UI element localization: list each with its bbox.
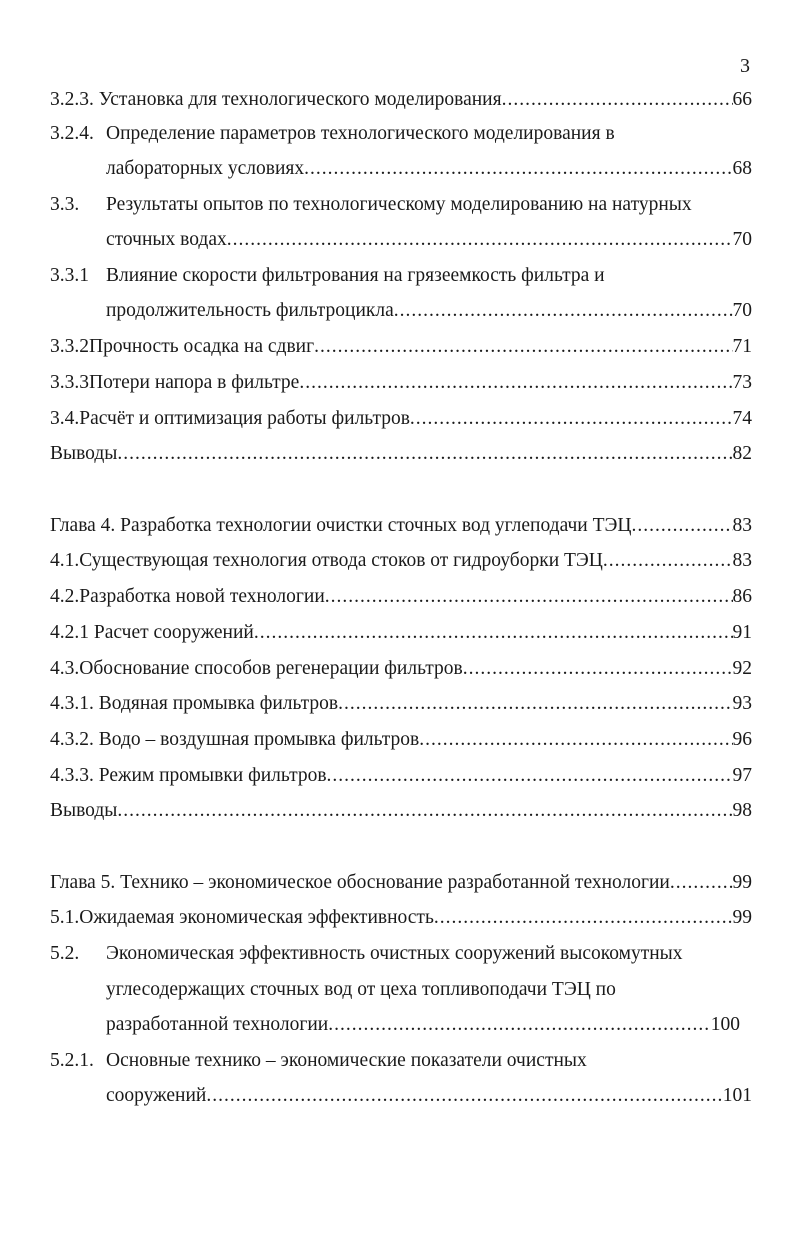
toc-leader-dots — [463, 657, 733, 681]
toc-entry — [50, 335, 752, 359]
toc-entry-page: 73 — [732, 372, 752, 393]
toc-leader-dots — [304, 157, 732, 181]
toc-entry-page: 99 — [732, 872, 752, 893]
toc-entry-title: Режим промывки фильтров — [98, 765, 327, 786]
toc-entry-page: 97 — [732, 765, 752, 786]
toc-entry-title: Расчёт и оптимизация работы фильтров — [79, 408, 410, 429]
toc-leader-dots — [670, 871, 733, 895]
toc-entry-page: 98 — [732, 800, 752, 821]
toc-chapter — [50, 514, 752, 538]
toc-entry-number: 3.4. — [50, 408, 80, 429]
page-number: 3 — [740, 55, 750, 77]
toc-entry — [50, 585, 752, 609]
toc-entry-page: 82 — [732, 443, 752, 464]
toc-entry — [50, 621, 752, 645]
toc-entry-title: Расчет сооружений — [93, 622, 254, 643]
toc-leader-dots — [434, 906, 733, 930]
toc-entry-number: 4.1. — [50, 550, 80, 571]
toc-entry-continuation — [106, 157, 752, 181]
toc-leader-dots — [631, 514, 732, 538]
toc-entry-continuation — [106, 1013, 740, 1037]
toc-entry-page: 74 — [732, 408, 752, 429]
toc-entry-title-cont: разработанной технологии — [106, 1014, 329, 1035]
toc-entry-page: 96 — [732, 729, 752, 750]
toc-entry-continuation — [106, 1084, 752, 1108]
toc-entry-page: 92 — [732, 658, 752, 679]
toc-leader-dots — [254, 621, 733, 645]
toc-entry-number: 3.3. — [50, 194, 80, 215]
toc-entry-title: Водо – воздушная промывка фильтров — [98, 729, 420, 750]
toc-entry-number: 5.2. — [50, 943, 80, 964]
toc-leader-dots — [117, 442, 732, 466]
toc-entry-title-cont: лабораторных условиях — [106, 158, 305, 179]
toc-chapter — [50, 871, 752, 895]
toc-entry-number: 3.3.3 — [50, 372, 89, 393]
toc-entry — [50, 407, 752, 431]
toc-entry-number: 4.2. — [50, 586, 80, 607]
toc-chapter-title: Глава 5. Технико – экономическое обоснование разработанной технологии — [50, 872, 670, 893]
toc-entry — [50, 728, 752, 752]
toc-entry-number: 3.2.4. — [50, 123, 94, 144]
toc-entry-title: Определение параметров технологического моделирования в — [106, 123, 615, 144]
toc-entry-page: 93 — [732, 693, 752, 714]
toc-entry-page: 83 — [732, 550, 752, 571]
toc-entry-title: Экономическая эффективность очистных сооружений высокомутных — [106, 943, 683, 964]
toc-entry-title: Потери напора в фильтре — [89, 372, 300, 393]
toc-entry-number: 4.3.1. — [50, 693, 94, 714]
toc-entry — [50, 799, 752, 823]
toc-entry-page: 100 — [710, 1014, 740, 1035]
toc-entry-title: Установка для технологического моделирования — [98, 89, 502, 110]
toc-entry-number: 5.1. — [50, 907, 80, 928]
toc-leader-dots — [419, 728, 732, 752]
toc-leader-dots — [227, 228, 733, 252]
toc-entry-number: 3.3.1 — [50, 265, 89, 286]
toc-chapter-title: Глава 4. Разработка технологии очистки сточных вод углеподачи ТЭЦ — [50, 515, 632, 536]
toc-entry-page: 71 — [732, 336, 752, 357]
toc-entry — [50, 692, 752, 716]
toc-entry-continuation — [106, 228, 752, 252]
toc-entry-page: 83 — [732, 515, 752, 536]
toc-leader-dots — [394, 299, 733, 323]
toc-entry-number: 5.2.1. — [50, 1050, 94, 1071]
toc-entry — [50, 371, 752, 395]
toc-entry-title-cont: углесодержащих сточных вод от цеха топливоподачи ТЭЦ по — [106, 979, 616, 1000]
toc-leader-dots — [502, 88, 733, 112]
toc-entry-number: 4.3. — [50, 658, 80, 679]
toc-entry-title: Разработка новой технологии — [79, 586, 325, 607]
toc-leader-dots — [325, 585, 733, 609]
toc-entry-number: 4.3.2. — [50, 729, 94, 750]
toc-entry-title: Выводы — [50, 443, 118, 464]
toc-entry-title: Ожидаемая экономическая эффективность — [79, 907, 434, 928]
toc-leader-dots — [328, 1013, 711, 1037]
toc-entry-title-cont: сооружений — [106, 1085, 207, 1106]
toc-leader-dots — [327, 764, 733, 788]
toc-leader-dots — [206, 1084, 722, 1108]
toc-entry-title: Основные технико – экономические показатели очистных — [106, 1050, 587, 1071]
toc-entry — [50, 657, 752, 681]
toc-entry-title: Результаты опытов по технологическому моделированию на натурных — [106, 194, 692, 215]
toc-entry-number: 3.3.2 — [50, 336, 89, 357]
toc-entry-number: 4.2.1 — [50, 622, 89, 643]
toc-entry-number: 4.3.3. — [50, 765, 94, 786]
toc-entry — [50, 442, 752, 466]
toc-entry-title: Обоснование способов регенерации фильтров — [79, 658, 463, 679]
toc-entry-title: Влияние скорости фильтрования на грязеемкость фильтра и — [106, 265, 605, 286]
toc-entry-title: Прочность осадка на сдвиг — [89, 336, 315, 357]
toc-entry-number: 3.2.3. — [50, 89, 94, 110]
toc-entry-page: 99 — [732, 907, 752, 928]
toc-entry-page: 70 — [732, 229, 752, 250]
toc-entry-title-cont: сточных водах — [106, 229, 227, 250]
toc-entry-page: 86 — [732, 586, 752, 607]
toc-entry-page: 66 — [732, 89, 752, 110]
toc-entry-title-cont: продолжительность фильтроцикла — [106, 300, 394, 321]
toc-leader-dots — [338, 692, 732, 716]
toc-entry-page: 101 — [722, 1085, 752, 1106]
toc-entry-page: 68 — [732, 158, 752, 179]
toc-entry-page: 91 — [732, 622, 752, 643]
toc-entry-continuation — [106, 299, 752, 323]
toc-leader-dots — [410, 407, 733, 431]
toc-leader-dots — [299, 371, 732, 395]
toc-entry-page: 70 — [732, 300, 752, 321]
toc-leader-dots — [603, 549, 733, 573]
toc-entry — [50, 764, 752, 788]
toc-entry-title: Водяная промывка фильтров — [98, 693, 339, 714]
toc-entry — [50, 906, 752, 930]
toc-leader-dots — [117, 799, 732, 823]
toc-entry — [50, 549, 752, 573]
toc-leader-dots — [314, 335, 732, 359]
toc-entry-title: Существующая технология отвода стоков от гидроуборки ТЭЦ — [79, 550, 603, 571]
toc-entry — [50, 88, 752, 112]
toc-entry-title: Выводы — [50, 800, 118, 821]
